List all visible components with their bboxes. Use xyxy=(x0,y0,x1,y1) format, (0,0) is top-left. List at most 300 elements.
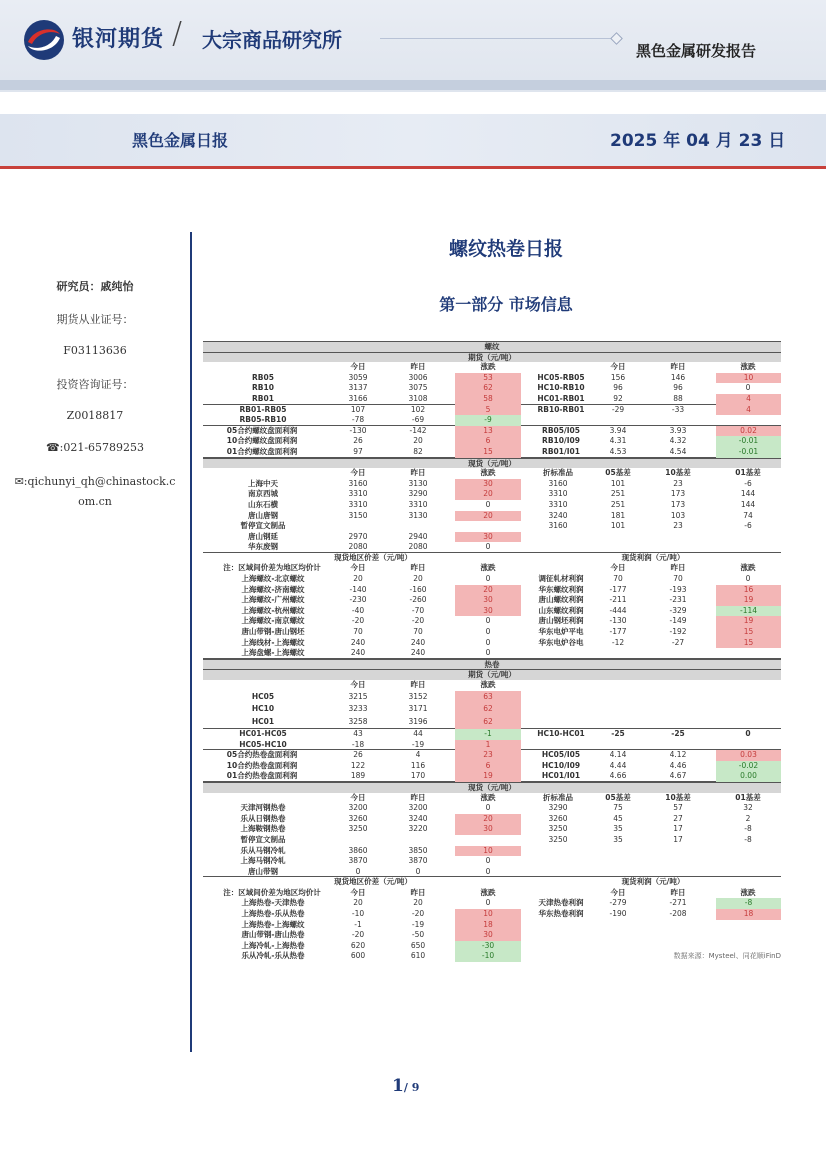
table-cell: 88 xyxy=(673,393,683,403)
table-cell: 唐山钢延 xyxy=(248,531,278,541)
table-cell: RB01 xyxy=(252,393,274,403)
table-cell: 10合约热卷盘面利润 xyxy=(226,760,298,770)
table-cell: RB10/I09 xyxy=(542,436,580,446)
table-cell: -142 xyxy=(409,425,427,435)
table-cell: -140 xyxy=(349,584,367,594)
table-cell: RB05 xyxy=(252,372,274,382)
table-cell: 昨日 xyxy=(670,887,686,897)
table-cell: 144 xyxy=(740,499,756,509)
table-cell: 0 xyxy=(485,542,491,552)
table-cell: 涨跌 xyxy=(740,887,756,897)
table-cell: 上海螺纹-杭州螺纹 xyxy=(241,605,305,615)
researcher-name: 研究员：戚纯怡 xyxy=(56,280,134,293)
table-cell: -20 xyxy=(351,616,365,626)
table-cell: 3258 xyxy=(348,717,368,727)
table-cell: -160 xyxy=(409,584,427,594)
table-cell: 3150 xyxy=(348,510,368,520)
table-cell: 3870 xyxy=(348,856,368,866)
table-cell: 20 xyxy=(413,436,423,446)
table-cell: RB05-RB10 xyxy=(239,415,287,425)
table-cell: 3196 xyxy=(408,717,428,727)
table-cell: 今日 xyxy=(610,887,626,897)
table-cell: 0 xyxy=(485,499,491,509)
table-cell: 620 xyxy=(350,940,366,950)
table-cell: 2080 xyxy=(408,542,428,552)
table-cell: 30 xyxy=(455,606,521,617)
table-cell: 19 xyxy=(455,771,521,782)
table-cell: 57 xyxy=(673,803,683,813)
table-cell: 注：区域间价差为地区均价计 xyxy=(223,563,321,573)
table-cell: 涨跌 xyxy=(480,887,496,897)
table-cell: 96 xyxy=(673,383,683,393)
table-row xyxy=(203,793,781,804)
table-cell: -10 xyxy=(455,951,521,962)
table-cell: 0 xyxy=(415,866,421,876)
table-row xyxy=(203,426,781,437)
table-cell: 4 xyxy=(716,394,781,405)
table-cell: 17 xyxy=(673,834,683,844)
table-row xyxy=(203,585,781,596)
table-cell: HC10/I09 xyxy=(541,760,581,770)
table-cell: 6 xyxy=(455,761,521,772)
table-cell: -25 xyxy=(611,728,625,738)
table-row xyxy=(203,616,781,627)
table-row xyxy=(203,574,781,585)
table-cell: 3250 xyxy=(548,824,568,834)
table-cell: 期货（元/吨） xyxy=(468,670,516,680)
table-cell: 20 xyxy=(455,585,521,596)
table-cell: 16 xyxy=(716,585,781,596)
table-cell: 3166 xyxy=(348,393,368,403)
table-cell: 2970 xyxy=(348,531,368,541)
table-cell: 43 xyxy=(353,728,363,738)
table-cell: 乐从冷轧-乐从热卷 xyxy=(241,951,305,961)
table-cell: 山东螺纹利润 xyxy=(538,605,584,615)
table-cell: -20 xyxy=(351,930,365,940)
table-cell: 折标准品 xyxy=(543,468,573,478)
institute-name: 大宗商品研究所 xyxy=(202,28,342,52)
table-cell: 华东螺纹利润 xyxy=(538,584,584,594)
table-cell: -1 xyxy=(455,729,521,740)
table-cell: 0 xyxy=(485,803,491,813)
table-cell: -8 xyxy=(716,898,781,909)
table-row xyxy=(203,782,781,793)
table-cell: 4 xyxy=(415,750,421,760)
table-cell: HC01-RB01 xyxy=(537,393,585,403)
table-row xyxy=(203,373,781,384)
table-row xyxy=(203,436,781,447)
table-cell: -33 xyxy=(671,404,685,414)
header-bar xyxy=(0,80,826,90)
table-cell: 2080 xyxy=(348,542,368,552)
table-cell: 23 xyxy=(673,478,683,488)
table-row xyxy=(203,835,781,846)
table-cell: 乐从马钢冷轧 xyxy=(240,845,286,855)
phone-number: ☎:021-65789253 xyxy=(45,441,145,454)
table-cell: 0 xyxy=(745,574,751,584)
table-cell: 0 xyxy=(485,856,491,866)
table-cell: 涨跌 xyxy=(740,362,756,372)
table-row xyxy=(203,920,781,931)
table-cell: 现货（元/吨） xyxy=(468,458,516,468)
table-row xyxy=(203,638,781,649)
title-band-accent xyxy=(0,166,826,169)
table-cell: 3220 xyxy=(408,824,428,834)
table-row xyxy=(203,511,781,522)
table-row xyxy=(203,909,781,920)
table-cell: HC10 xyxy=(251,704,275,714)
table-cell: 上海螺纹-广州螺纹 xyxy=(241,595,305,605)
sidebar-divider xyxy=(190,232,192,1052)
table-cell: -279 xyxy=(609,898,627,908)
table-cell: -231 xyxy=(669,595,687,605)
table-cell: 173 xyxy=(670,489,686,499)
table-cell: 144 xyxy=(740,489,756,499)
table-cell: 期货（元/吨） xyxy=(468,352,516,362)
table-cell: -78 xyxy=(351,415,365,425)
table-row xyxy=(203,898,781,909)
table-cell: 暂停宣文制品 xyxy=(240,834,286,844)
table-cell: 53 xyxy=(455,373,521,384)
table-cell: 3130 xyxy=(408,478,428,488)
table-cell: 今日 xyxy=(350,468,366,478)
table-cell: 156 xyxy=(610,372,626,382)
table-cell: -329 xyxy=(669,605,687,615)
table-cell: 涨跌 xyxy=(480,680,496,689)
table-cell: 2940 xyxy=(408,531,428,541)
table-row xyxy=(203,761,781,772)
table-cell: 251 xyxy=(610,489,626,499)
table-cell: 10 xyxy=(455,909,521,920)
galaxy-logo-icon xyxy=(22,18,66,62)
table-row xyxy=(203,824,781,835)
table-cell: 05合约热卷盘面利润 xyxy=(226,750,298,760)
table-cell: 610 xyxy=(410,951,426,961)
table-cell: 15 xyxy=(455,447,521,458)
table-cell: -0.01 xyxy=(716,447,781,458)
table-cell: 01基差 xyxy=(735,468,761,478)
table-cell: 01合约螺纹盘面利润 xyxy=(226,446,298,456)
table-cell: 3260 xyxy=(548,813,568,823)
table-cell: 4.44 xyxy=(609,760,627,770)
table-cell: 5 xyxy=(455,405,521,416)
table-cell: 15 xyxy=(716,638,781,649)
invest-label: 投资咨询证号： xyxy=(56,378,134,391)
table-cell: 3240 xyxy=(408,813,428,823)
table-cell: -40 xyxy=(351,605,365,615)
table-cell: 3171 xyxy=(408,704,428,714)
table-cell: 昨日 xyxy=(410,680,426,689)
table-cell: 上海马钢冷轧 xyxy=(240,856,286,866)
table-cell: 3108 xyxy=(408,393,428,403)
table-cell: 32 xyxy=(743,803,753,813)
table-cell: 3240 xyxy=(548,510,568,520)
table-cell: 涨跌 xyxy=(480,362,496,372)
table-cell: 3290 xyxy=(548,803,568,813)
table-cell: 102 xyxy=(410,404,426,414)
table-cell: 27 xyxy=(673,813,683,823)
table-cell: 600 xyxy=(350,951,366,961)
table-cell: -20 xyxy=(411,909,425,919)
table-cell: 3260 xyxy=(348,813,368,823)
table-cell: RB01-RB05 xyxy=(239,404,287,414)
table-cell: 今日 xyxy=(350,563,366,573)
table-cell: -192 xyxy=(669,627,687,637)
table-cell: -9 xyxy=(455,415,521,426)
table-cell: 170 xyxy=(410,771,426,781)
table-cell: 3075 xyxy=(408,383,428,393)
table-cell: 唐山带钢-唐山热卷 xyxy=(241,930,305,940)
section-title: 第一部分 市场信息 xyxy=(439,295,573,314)
table-row xyxy=(203,532,781,543)
table-cell: -25 xyxy=(671,728,685,738)
table-cell: 70 xyxy=(413,627,423,637)
qualification-number: F03113636 xyxy=(63,344,127,357)
table-cell: 10 xyxy=(716,373,781,384)
table-cell: 0 xyxy=(355,866,361,876)
table-cell: -6 xyxy=(744,478,752,488)
table-cell: 4.66 xyxy=(609,771,627,781)
table-cell: 4.54 xyxy=(669,446,687,456)
table-row xyxy=(203,941,781,952)
market-data-table xyxy=(203,341,781,962)
table-cell: -6 xyxy=(744,521,752,531)
table-cell: 3160 xyxy=(548,521,568,531)
table-row xyxy=(203,341,781,352)
table-cell: 3310 xyxy=(408,499,428,509)
table-cell: 20 xyxy=(455,511,521,522)
table-cell: 116 xyxy=(410,760,426,770)
table-cell: -444 xyxy=(609,605,627,615)
table-cell: 3200 xyxy=(408,803,428,813)
table-cell: -0.02 xyxy=(716,761,781,772)
table-cell: 3.93 xyxy=(669,425,687,435)
table-cell: 146 xyxy=(670,372,686,382)
table-cell: 昨日 xyxy=(670,563,686,573)
report-date: 2025 年 04 月 23 日 xyxy=(610,131,786,151)
table-row xyxy=(203,729,781,740)
table-cell: 今日 xyxy=(350,887,366,897)
page-current: 1 xyxy=(392,1076,404,1096)
table-cell: 240 xyxy=(410,648,426,658)
table-cell: 3290 xyxy=(408,489,428,499)
table-cell: 现货地区价差（元/吨） xyxy=(334,877,412,887)
table-cell: 3310 xyxy=(348,489,368,499)
table-cell: 3200 xyxy=(348,803,368,813)
table-cell: 240 xyxy=(350,648,366,658)
table-row xyxy=(203,553,781,564)
table-cell: -50 xyxy=(411,930,425,940)
table-cell: 26 xyxy=(353,750,363,760)
table-cell: -0.01 xyxy=(716,436,781,447)
table-cell: 26 xyxy=(353,436,363,446)
table-cell: -177 xyxy=(609,627,627,637)
table-cell: 唐山带钢-唐山钢坯 xyxy=(241,627,305,637)
table-cell: 0.03 xyxy=(716,750,781,761)
table-cell: 涨跌 xyxy=(480,468,496,478)
table-row xyxy=(203,458,781,469)
table-row xyxy=(203,814,781,825)
table-cell: 23 xyxy=(673,521,683,531)
table-cell: RB10-RB01 xyxy=(537,404,585,414)
table-row xyxy=(203,648,781,659)
table-cell: 昨日 xyxy=(410,887,426,897)
table-cell: 17 xyxy=(673,824,683,834)
table-cell: 62 xyxy=(455,703,521,716)
table-cell: 101 xyxy=(610,478,626,488)
table-cell: 122 xyxy=(350,760,366,770)
table-cell: 4.67 xyxy=(669,771,687,781)
table-row xyxy=(203,500,781,511)
table-row xyxy=(203,563,781,574)
table-cell: 山东石横 xyxy=(248,499,278,509)
table-cell: 昨日 xyxy=(410,792,426,802)
table-cell: 华东热卷利润 xyxy=(538,909,584,919)
table-cell: 4.31 xyxy=(609,436,627,446)
table-cell: 44 xyxy=(413,728,423,738)
table-row xyxy=(203,716,781,729)
table-cell: 30 xyxy=(455,824,521,835)
table-cell: 3137 xyxy=(348,383,368,393)
email-line-2[interactable]: om.cn xyxy=(78,495,112,508)
table-cell: 华东电炉平电 xyxy=(538,627,584,637)
table-cell: 82 xyxy=(413,446,423,456)
table-cell: 189 xyxy=(350,771,366,781)
table-cell: 0 xyxy=(485,574,491,584)
table-row xyxy=(203,930,781,941)
table-row xyxy=(203,447,781,458)
table-cell: 3160 xyxy=(548,478,568,488)
table-cell: -70 xyxy=(411,605,425,615)
table-cell: 现货利润（元/吨） xyxy=(621,552,685,562)
table-cell: 3215 xyxy=(348,691,368,701)
table-cell: 今日 xyxy=(350,792,366,802)
table-cell: -190 xyxy=(609,909,627,919)
table-cell: 75 xyxy=(613,803,623,813)
table-cell: -29 xyxy=(611,404,625,414)
table-cell: 天津河钢热卷 xyxy=(240,803,286,813)
table-cell: 乐从日钢热卷 xyxy=(240,813,286,823)
table-cell: -130 xyxy=(349,425,367,435)
table-cell: 30 xyxy=(455,930,521,941)
table-cell: 今日 xyxy=(610,563,626,573)
table-row xyxy=(203,394,781,405)
table-cell: -19 xyxy=(411,919,425,929)
table-cell: 10基差 xyxy=(665,792,691,802)
table-cell: 上海螺纹-北京螺纹 xyxy=(241,574,305,584)
table-row xyxy=(203,606,781,617)
band-title: 黑色金属日报 xyxy=(132,131,229,150)
table-row xyxy=(203,479,781,490)
table-cell: 上海螺纹-济南螺纹 xyxy=(241,584,305,594)
table-cell: 18 xyxy=(716,909,781,920)
brand-name: 银河期货 xyxy=(72,27,165,52)
table-cell: 3870 xyxy=(408,856,428,866)
table-cell: 62 xyxy=(455,716,521,729)
table-cell: 101 xyxy=(610,521,626,531)
table-cell: 20 xyxy=(455,489,521,500)
table-cell: 注：区域间价差为地区均价计 xyxy=(223,887,321,897)
table-cell: 3130 xyxy=(408,510,428,520)
table-cell: 20 xyxy=(455,814,521,825)
table-cell: 暂停宣文制品 xyxy=(240,521,286,531)
table-cell: -260 xyxy=(409,595,427,605)
table-cell: 唐山带钢 xyxy=(248,866,278,876)
table-cell: 华东电炉谷电 xyxy=(538,637,584,647)
table-cell: 3160 xyxy=(348,478,368,488)
table-cell: HC05 xyxy=(251,691,275,701)
table-cell: HC05/I05 xyxy=(541,750,581,760)
table-cell: 调征轧材利润 xyxy=(538,574,584,584)
table-cell: -208 xyxy=(669,909,687,919)
table-cell: 唐山钢坯利润 xyxy=(538,616,584,626)
table-cell: -8 xyxy=(744,824,752,834)
table-cell: 0.00 xyxy=(716,771,781,782)
table-cell: 10基差 xyxy=(665,468,691,478)
table-cell: 3310 xyxy=(548,499,568,509)
table-cell: 3233 xyxy=(348,704,368,714)
table-cell: -19 xyxy=(411,739,425,749)
table-cell: -193 xyxy=(669,584,687,594)
invest-number: Z0018817 xyxy=(66,409,124,422)
table-cell: -211 xyxy=(609,595,627,605)
email-line-1[interactable]: ✉:qichunyi_qh@chinastock.c xyxy=(14,475,176,488)
table-row xyxy=(203,405,781,416)
table-cell: 30 xyxy=(455,595,521,606)
table-cell: 上海热卷-天津热卷 xyxy=(241,898,305,908)
table-cell: 螺纹 xyxy=(484,342,500,351)
table-cell: 3860 xyxy=(348,845,368,855)
page-total: / 9 xyxy=(403,1081,420,1094)
table-cell: 01基差 xyxy=(735,792,761,802)
table-cell: 0 xyxy=(485,898,491,908)
table-cell: 上海线材-上海螺纹 xyxy=(241,637,305,647)
table-row xyxy=(203,750,781,761)
table-cell: -114 xyxy=(716,606,781,617)
table-cell: -1 xyxy=(354,919,362,929)
table-cell: 30 xyxy=(455,479,521,490)
table-cell: 现货利润（元/吨） xyxy=(621,877,685,887)
table-cell: 4.12 xyxy=(669,750,687,760)
table-cell: 251 xyxy=(610,499,626,509)
table-cell: 3250 xyxy=(548,834,568,844)
table-cell: 今日 xyxy=(350,680,366,689)
table-cell: 15 xyxy=(716,627,781,638)
table-cell: 3152 xyxy=(408,691,428,701)
table-cell: -20 xyxy=(411,616,425,626)
table-cell: 4.14 xyxy=(609,750,627,760)
table-cell: 3006 xyxy=(408,372,428,382)
table-row xyxy=(203,352,781,363)
table-cell: 昨日 xyxy=(410,563,426,573)
table-cell: 天津热卷利润 xyxy=(538,898,584,908)
table-cell: 唐山唐钢 xyxy=(248,510,278,520)
table-cell: 4.32 xyxy=(669,436,687,446)
table-cell: HC10-RB10 xyxy=(537,383,585,393)
table-cell: -27 xyxy=(671,637,685,647)
table-cell: 20 xyxy=(353,898,363,908)
table-cell: 10合约螺纹盘面利润 xyxy=(226,436,298,446)
table-cell: -30 xyxy=(455,941,521,952)
table-row xyxy=(203,415,781,426)
table-cell: 华东废钢 xyxy=(248,542,278,552)
table-cell: HC10-HC01 xyxy=(537,728,585,738)
header-divider: / xyxy=(172,16,183,51)
page-number xyxy=(392,1076,419,1096)
table-cell: 70 xyxy=(353,627,363,637)
table-cell: 现货（元/吨） xyxy=(468,782,516,792)
table-row xyxy=(203,595,781,606)
